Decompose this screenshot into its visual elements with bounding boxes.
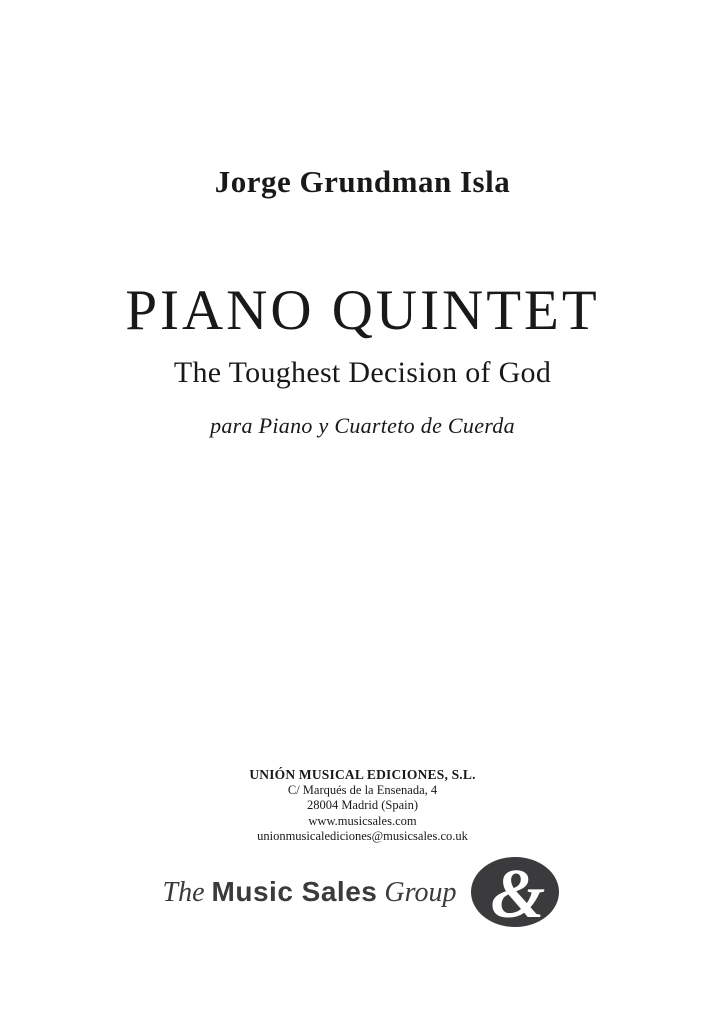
music-sales-group-logo — [0, 852, 725, 936]
publisher-address-city: 28004 Madrid (Spain) — [306, 798, 419, 813]
music-sales-group-wordmark — [163, 876, 457, 913]
work-title: PIANO QUINTET — [125, 279, 600, 342]
publisher-address-street: C/ Marqués de la Ensenada, 4 — [287, 783, 438, 798]
ampersand-logo-icon — [470, 855, 562, 933]
work-subtitle: The Toughest Decision of God — [173, 356, 552, 389]
ampersand-glyph: & — [491, 856, 546, 933]
logo-word-the: The — [162, 876, 205, 908]
logo-word-music-sales: Music Sales — [211, 875, 378, 907]
logo-word-group: Group — [384, 876, 457, 908]
publisher-block — [0, 767, 725, 844]
publisher-website: www.musicsales.com — [308, 813, 417, 828]
publisher-name: UNIÓN MUSICAL EDICIONES, S.L. — [249, 767, 476, 782]
instrumentation-note: para Piano y Cuarteto de Cuerda — [210, 413, 515, 438]
composer-name: Jorge Grundman Isla — [214, 164, 511, 199]
publisher-email: unionmusicalediciones@musicsales.co.uk — [257, 828, 468, 843]
